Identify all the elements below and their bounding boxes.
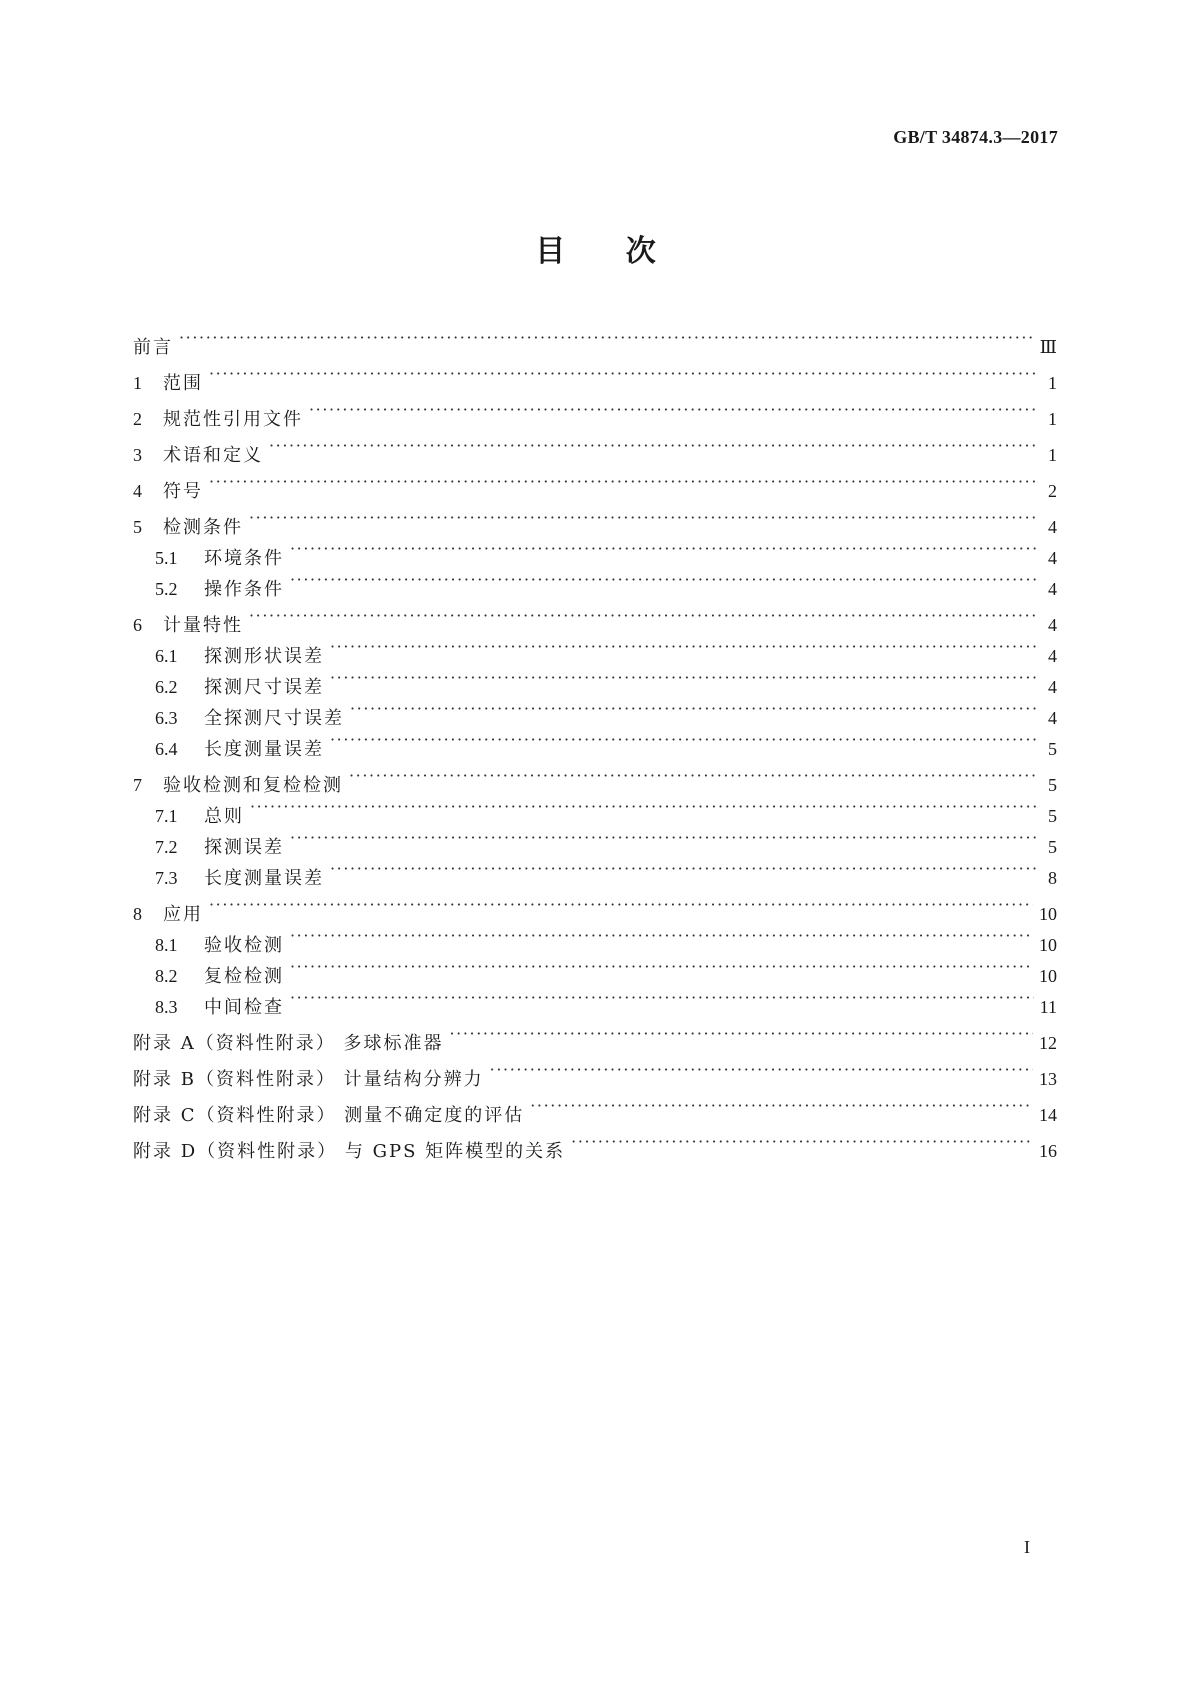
- dot-leader: [330, 853, 1039, 884]
- dot-leader: [449, 1018, 1033, 1049]
- toc-entry-title: 附录 B（资料性附录） 计量结构分辨力: [133, 1069, 484, 1090]
- dot-leader: [290, 982, 1034, 1013]
- toc-entry-number: 6: [133, 615, 142, 635]
- standard-code: GB/T 34874.3—2017: [893, 127, 1058, 147]
- toc-entry[interactable]: [133, 791, 1057, 827]
- dot-leader: [330, 631, 1039, 662]
- dot-leader: [269, 430, 1039, 461]
- toc-entry-title: 前言: [133, 337, 173, 358]
- toc-entry-number: 4: [133, 481, 142, 501]
- dot-leader: [249, 502, 1039, 533]
- dot-leader: [209, 889, 1033, 920]
- toc-entry-title: 探测尺寸误差: [204, 677, 324, 698]
- dot-leader: [350, 693, 1039, 724]
- toc-entry-page: 14: [1039, 1105, 1057, 1125]
- toc-entry[interactable]: [133, 982, 1057, 1018]
- table-of-contents: [133, 322, 1057, 1162]
- toc-entry[interactable]: [133, 1090, 1057, 1126]
- toc-entry[interactable]: [133, 951, 1057, 987]
- toc-entry-title: 检测条件: [163, 517, 243, 538]
- toc-entry-page: 4: [1048, 677, 1057, 697]
- toc-entry[interactable]: [133, 1054, 1057, 1090]
- toc-entry-number: 6.2: [155, 677, 178, 697]
- toc-entry-title: 复检检测: [204, 966, 284, 987]
- dot-leader: [209, 358, 1039, 389]
- toc-entry-page: 4: [1048, 615, 1057, 635]
- toc-entry[interactable]: [133, 533, 1057, 569]
- toc-entry-title: 环境条件: [204, 548, 284, 569]
- toc-entry-title: 探测形状误差: [204, 646, 324, 667]
- toc-entry-page: 10: [1039, 904, 1057, 924]
- toc-entry[interactable]: [133, 600, 1057, 636]
- dot-leader: [290, 533, 1039, 564]
- toc-entry-number: 1: [133, 373, 142, 393]
- toc-entry-title: 长度测量误差: [204, 868, 324, 889]
- dot-leader: [330, 662, 1039, 693]
- toc-entry-title: 长度测量误差: [204, 739, 324, 760]
- toc-entry-title: 验收检测: [204, 935, 284, 956]
- toc-entry-number: 2: [133, 409, 142, 429]
- toc-entry-title: 符号: [163, 481, 203, 502]
- toc-entry[interactable]: [133, 724, 1057, 760]
- toc-entry-title: 计量特性: [163, 615, 243, 636]
- toc-entry-number: 3: [133, 445, 142, 465]
- toc-entry[interactable]: [133, 662, 1057, 698]
- toc-entry[interactable]: [133, 466, 1057, 502]
- toc-entry-number: 8.2: [155, 966, 178, 986]
- toc-entry-number: 6.4: [155, 739, 178, 759]
- dot-leader: [209, 466, 1039, 497]
- toc-entry-title: 应用: [163, 904, 203, 925]
- toc-entry-page: 12: [1039, 1033, 1057, 1053]
- toc-entry[interactable]: [133, 394, 1057, 430]
- toc-entry-page: 4: [1048, 517, 1057, 537]
- toc-entry-title: 探测误差: [204, 837, 284, 858]
- dot-leader: [349, 760, 1039, 791]
- toc-entry-page: 5: [1048, 806, 1057, 826]
- toc-entry[interactable]: [133, 564, 1057, 600]
- toc-entry-title: 中间检查: [204, 997, 284, 1018]
- dot-leader: [290, 564, 1039, 595]
- toc-entry-number: 8.1: [155, 935, 178, 955]
- toc-entry-page: Ⅲ: [1039, 337, 1057, 357]
- toc-entry-page: 13: [1039, 1069, 1057, 1089]
- dot-leader: [530, 1090, 1033, 1121]
- toc-entry-title: 操作条件: [204, 579, 284, 600]
- toc-entry-page: 4: [1048, 646, 1057, 666]
- toc-entry[interactable]: [133, 889, 1057, 925]
- toc-entry-title: 附录 C（资料性附录） 测量不确定度的评估: [133, 1105, 525, 1126]
- toc-entry-number: 7.1: [155, 806, 178, 826]
- toc-entry-page: 2: [1048, 481, 1057, 501]
- toc-entry-number: 7: [133, 775, 142, 795]
- page-title: 目 次: [535, 234, 656, 269]
- toc-entry-page: 10: [1039, 935, 1057, 955]
- toc-entry-title: 验收检测和复检检测: [163, 775, 343, 796]
- page-number: I: [1024, 1537, 1030, 1557]
- toc-entry-page: 1: [1048, 445, 1057, 465]
- toc-entry[interactable]: [133, 1126, 1057, 1162]
- toc-entry-number: 8.3: [155, 997, 178, 1017]
- toc-entry-page: 4: [1048, 548, 1057, 568]
- toc-entry-page: 16: [1039, 1141, 1057, 1161]
- toc-entry-page: 4: [1048, 708, 1057, 728]
- toc-entry-number: 6.1: [155, 646, 178, 666]
- toc-entry[interactable]: [133, 1018, 1057, 1054]
- toc-entry-page: 5: [1048, 775, 1057, 795]
- dot-leader: [330, 724, 1039, 755]
- toc-entry[interactable]: [133, 853, 1057, 889]
- toc-entry-page: 5: [1048, 837, 1057, 857]
- dot-leader: [290, 951, 1033, 982]
- dot-leader: [290, 920, 1033, 951]
- toc-entry[interactable]: [133, 822, 1057, 858]
- toc-entry-page: 5: [1048, 739, 1057, 759]
- toc-entry-title: 范围: [163, 373, 203, 394]
- dot-leader: [179, 322, 1034, 353]
- toc-entry[interactable]: [133, 760, 1057, 796]
- toc-entry-number: 7.2: [155, 837, 178, 857]
- toc-entry-number: 5: [133, 517, 142, 537]
- toc-entry[interactable]: [133, 358, 1057, 394]
- toc-entry-title: 附录 D（资料性附录） 与 GPS 矩阵模型的关系: [133, 1141, 566, 1162]
- toc-entry[interactable]: [133, 693, 1057, 729]
- toc-entry-title: 全探测尺寸误差: [204, 708, 344, 729]
- dot-leader: [309, 394, 1039, 425]
- toc-entry-page: 10: [1039, 966, 1057, 986]
- toc-entry-page: 11: [1039, 997, 1057, 1017]
- toc-entry-title: 总则: [204, 806, 244, 827]
- dot-leader: [250, 791, 1039, 822]
- toc-entry-title: 规范性引用文件: [163, 409, 303, 430]
- toc-entry[interactable]: [133, 322, 1057, 358]
- toc-entry-page: 4: [1048, 579, 1057, 599]
- toc-entry-title: 术语和定义: [163, 445, 263, 466]
- dot-leader: [290, 822, 1039, 853]
- toc-entry-page: 1: [1048, 409, 1057, 429]
- dot-leader: [571, 1126, 1033, 1157]
- toc-entry-number: 5.1: [155, 548, 178, 568]
- toc-entry-page: 1: [1048, 373, 1057, 393]
- toc-entry[interactable]: [133, 631, 1057, 667]
- toc-entry-number: 8: [133, 904, 142, 924]
- toc-entry[interactable]: [133, 920, 1057, 956]
- dot-leader: [249, 600, 1039, 631]
- toc-entry[interactable]: [133, 430, 1057, 466]
- toc-entry-page: 8: [1048, 868, 1057, 888]
- dot-leader: [490, 1054, 1033, 1085]
- toc-entry-title: 附录 A（资料性附录） 多球标准器: [133, 1033, 444, 1054]
- toc-entry[interactable]: [133, 502, 1057, 538]
- toc-entry-number: 6.3: [155, 708, 178, 728]
- toc-entry-number: 5.2: [155, 579, 178, 599]
- toc-entry-number: 7.3: [155, 868, 178, 888]
